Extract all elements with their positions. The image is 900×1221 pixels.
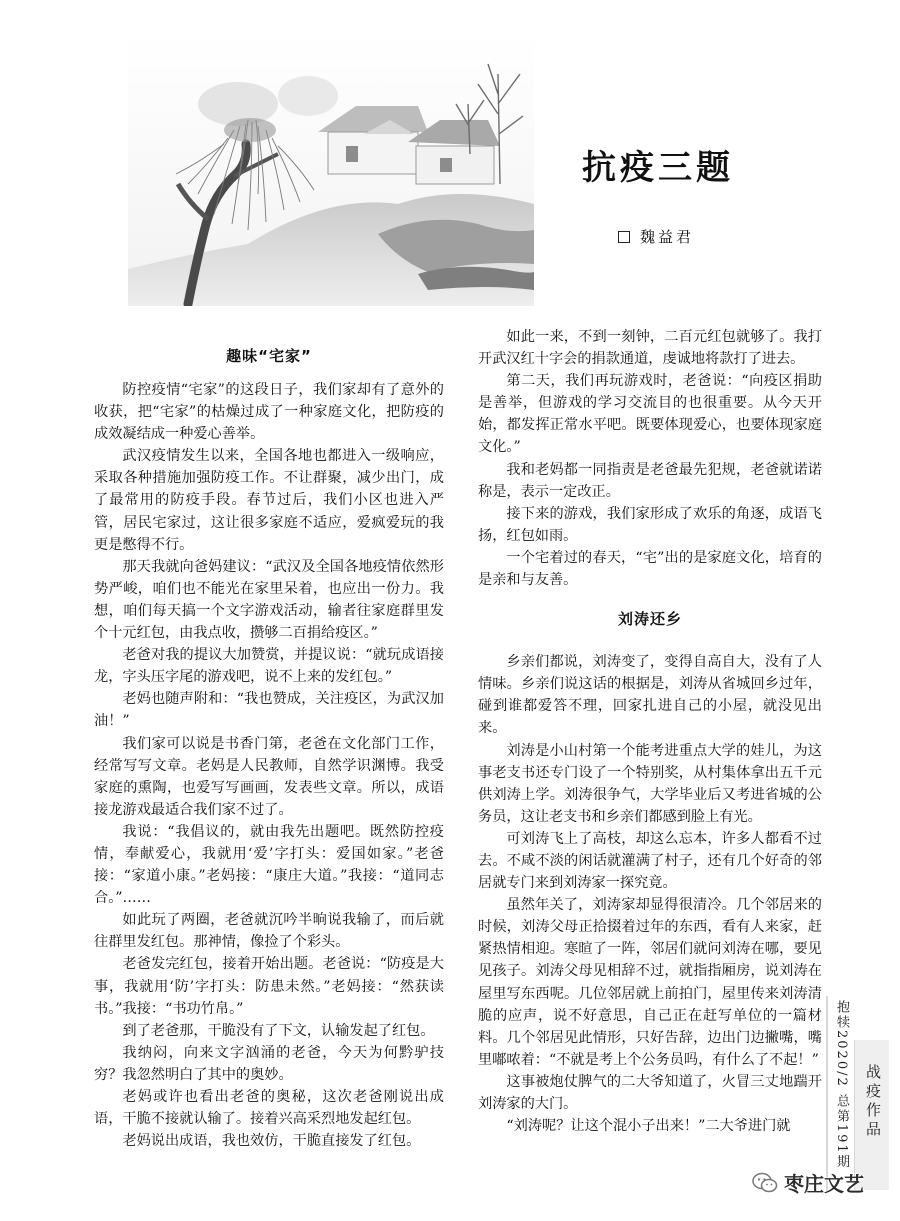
paragraph: 防控疫情“宅家”的这段日子，我们家却有了意外的收获，把“宅家”的枯燥过成了一种家庭文化，把防疫的成效凝结成一种爱心善举。 xyxy=(94,382,444,443)
paragraph: 我们家可以说是书香门第，老爸在文化部门工作，经常写写文章。老妈是人民教师，自然学识渊博。我受家庭的熏陶，也爱写写画画，发表些文章。所以，成语接龙游戏最适合我们家不过了。 xyxy=(94,735,444,818)
paragraph: 刘涛是小山村第一个能考进重点大学的娃儿，为这事老支书还专门设了一个特别奖，从村集体拿出五千元供刘涛上学。刘涛很争气，大学毕业后又考进省城的公务员，这让老支书和乡亲们都感到脸上有光。 xyxy=(478,742,822,825)
square-bullet-icon xyxy=(618,231,630,243)
paragraph: 我说：“我倡议的，就由我先出题吧。既然防控疫情，奉献爱心，我就用‘爱’字打头：爱国如家。”老爸接：“家道小康。”老妈接：“康庄大道。”我接：“道同志合。”…… xyxy=(94,823,444,907)
paragraph: 可刘涛飞上了高枝，却这么忘本，许多人都看不过去。不咸不淡的闲话就灌满了村子，还有几个好奇的邻居就专门来到刘涛家一探究竟。 xyxy=(478,830,822,892)
paragraph: 武汉疫情发生以来，全国各地也都进入一级响应，采取各种措施加强防疫工作。不让群聚，减少出门，成了最常用的防疫手段。春节过后，我们小区也进入严管，居民宅家过，这让很多家庭不适应，爱疯爱玩的我更是憋得不行。 xyxy=(94,448,444,553)
author-name: 魏益君 xyxy=(640,228,695,246)
paragraph: 到了老爸那，干脆没有了下文，认输发起了红包。 xyxy=(122,1022,435,1039)
section-heading: 刘涛还乡 xyxy=(617,610,682,629)
watermark-text: 枣庄文艺 xyxy=(784,1172,864,1196)
paragraph: 如此玩了两圈，老爸就沉吟半晌说我输了，而后就往群里发红包。那神情，像捡了个彩头。 xyxy=(94,912,444,951)
paragraph: 这事被炮仗脾气的二大爷知道了，火冒三丈地踹开刘涛家的大门。 xyxy=(478,1073,822,1112)
section-tab-label: 战疫作品 xyxy=(864,1064,882,1140)
paragraph: 接下来的游戏，我们家形成了欢乐的角逐，成语飞扬，红包如雨。 xyxy=(478,505,822,544)
paragraph: 我纳闷，向来文字汹涌的老爸，今天为何黔驴技穷？我忽然明白了其中的奥妙。 xyxy=(94,1044,444,1083)
article-column-left xyxy=(94,345,444,1152)
paragraph: 老妈也随声附和：“我也赞成，关注疫区，为武汉加油！” xyxy=(94,691,444,730)
sidebar-divider xyxy=(826,996,828,1192)
article-title: 抗疫三题 xyxy=(582,148,734,188)
issue-info: 抱犊2020/2 总第191期 xyxy=(834,1000,849,1170)
author-line xyxy=(618,226,694,247)
paragraph: 那天我就向爸妈建议：“武汉及全国各地疫情依然形势严峻，咱们也不能光在家里呆着，也应出一份力。我想，咱们每天搞一个文字游戏活动，输者往家庭群里发个十元红包，由我点收，攒够二百捐给疫区。” xyxy=(94,558,444,642)
ink-landscape-illustration xyxy=(128,34,534,306)
paragraph: 我和老妈都一同指责是老爸最先犯规，老爸就诺诺称是，表示一定改正。 xyxy=(478,461,822,500)
paragraph: 老爸发完红包，接着开始出题。老爸说：“防疫是大事，我就用‘防’字打头：防患未然。”老妈接：“然获读书。”我接：“书功竹帛。” xyxy=(94,956,444,1017)
paragraph: 如此一来，不到一刻钟，二百元红包就够了。我打开武汉红十字会的捐款通道，虔诚地将款打了进去。 xyxy=(478,329,822,368)
section-heading: 趣味“宅家” xyxy=(226,347,312,365)
paragraph: 老妈说出成语，我也效仿，干脆直接发了红包。 xyxy=(122,1133,421,1150)
paragraph: 老爸对我的提议大加赞赏，并提议说：“就玩成语接龙，字头压字尾的游戏吧，说不上来的发红包。” xyxy=(94,647,444,686)
paragraph: 乡亲们都说，刘涛变了，变得自高自大，没有了人情味。乡亲们说这话的根据是，刘涛从省城回乡过年，碰到谁都爱答不理，回家扎进自己的小屋，就没见出来。 xyxy=(478,654,822,737)
paragraph: 虽然年关了，刘涛家却显得很清冷。几个邻居来的时候，刘涛父母正拾掇着过年的东西，看有人来家，赶紧热情相迎。寒暄了一阵，邻居们就问刘涛在哪，要见见孩子。刘涛父母见相辞不过，就指指厢房，说刘涛在屋里写东西呢。几位邻居就上前拍门，屋里传来刘涛清脆的应声，说不好意思，自己正在赶写单位的一篇材料。几个邻居见此情形，只好告辞，边出门边撇嘴，嘴里嘟哝着：“不就是考上个公务员吗，有什么了不起！” xyxy=(478,897,822,1068)
paragraph: 一个宅着过的春天，“宅”出的是家庭文化，培育的是亲和与友善。 xyxy=(478,549,822,589)
paragraph: 第二天，我们再玩游戏时，老爸说：“向疫区捐助是善举，但游戏的学习交流目的也很重要。从今天开始，都发挥正常水平吧。既要体现爱心，也要体现家庭文化。” xyxy=(478,373,822,456)
paragraph: “刘涛呢？让这个混小子出来！”二大爷进门就 xyxy=(506,1118,791,1135)
paragraph: 老妈或许也看出老爸的奥秘，这次老爸刚说出成语，干脆不接就认输了。接着兴高采烈地发起红包。 xyxy=(94,1089,444,1128)
wechat-icon xyxy=(752,1172,778,1194)
wechat-watermark xyxy=(752,1168,864,1197)
article-column-right xyxy=(478,326,822,1137)
